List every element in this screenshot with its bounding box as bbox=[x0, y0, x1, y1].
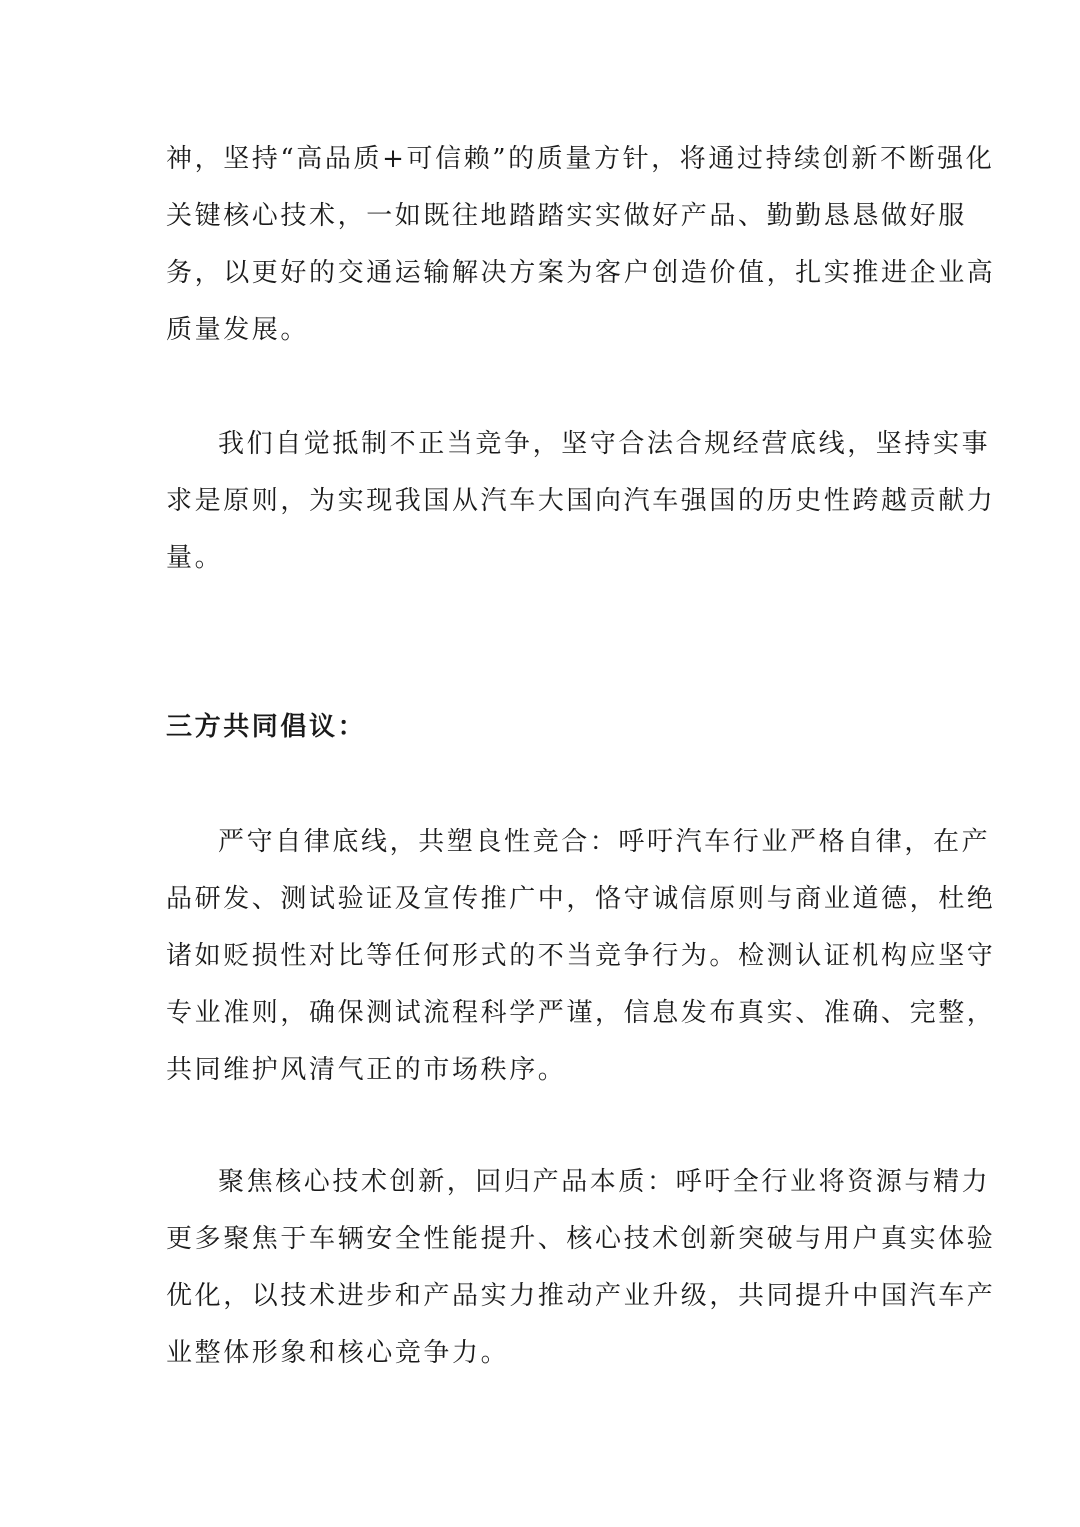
paragraph-4-line-3: 优化，以技术进步和产品实力推动产业升级，共同提升中国汽车产 bbox=[166, 1281, 996, 1311]
paragraph-4-line-4: 业整体形象和核心竞争力。 bbox=[166, 1338, 510, 1368]
paragraph-1-line-4: 质量发展。 bbox=[166, 315, 310, 345]
paragraph-2-line-3: 量。 bbox=[166, 543, 224, 573]
paragraph-1-line-3: 务，以更好的交通运输解决方案为客户创造价值，扎实推进企业高 bbox=[166, 258, 996, 288]
paragraph-4-line-2: 更多聚焦于车辆安全性能提升、核心技术创新突破与用户真实体验 bbox=[166, 1224, 996, 1254]
paragraph-3-line-5: 共同维护风清气正的市场秩序。 bbox=[166, 1055, 567, 1085]
paragraph-3-line-3: 诸如贬损性对比等任何形式的不当竞争行为。检测认证机构应坚守 bbox=[166, 941, 996, 971]
paragraph-2-line-2: 求是原则，为实现我国从汽车大国向汽车强国的历史性跨越贡献力 bbox=[166, 486, 996, 516]
paragraph-1-line-1: 神，坚持“高品质+可信赖”的质量方针，将通过持续创新不断强化 bbox=[166, 144, 995, 174]
paragraph-3-line-1: 严守自律底线，共塑良性竞合：呼吁汽车行业严格自律，在产 bbox=[218, 827, 991, 857]
paragraph-4-line-1: 聚焦核心技术创新，回归产品本质：呼吁全行业将资源与精力 bbox=[218, 1167, 991, 1197]
section-heading: 三方共同倡议： bbox=[166, 712, 367, 742]
paragraph-2-line-1: 我们自觉抵制不正当竞争，坚守合法合规经营底线，坚持实事 bbox=[218, 429, 991, 459]
paragraph-1-line-2: 关键核心技术，一如既往地踏踏实实做好产品、勤勤恳恳做好服 bbox=[166, 201, 967, 231]
paragraph-3-line-4: 专业准则，确保测试流程科学严谨，信息发布真实、准确、完整， bbox=[166, 998, 996, 1028]
paragraph-3-line-2: 品研发、测试验证及宣传推广中，恪守诚信原则与商业道德，杜绝 bbox=[166, 884, 996, 914]
